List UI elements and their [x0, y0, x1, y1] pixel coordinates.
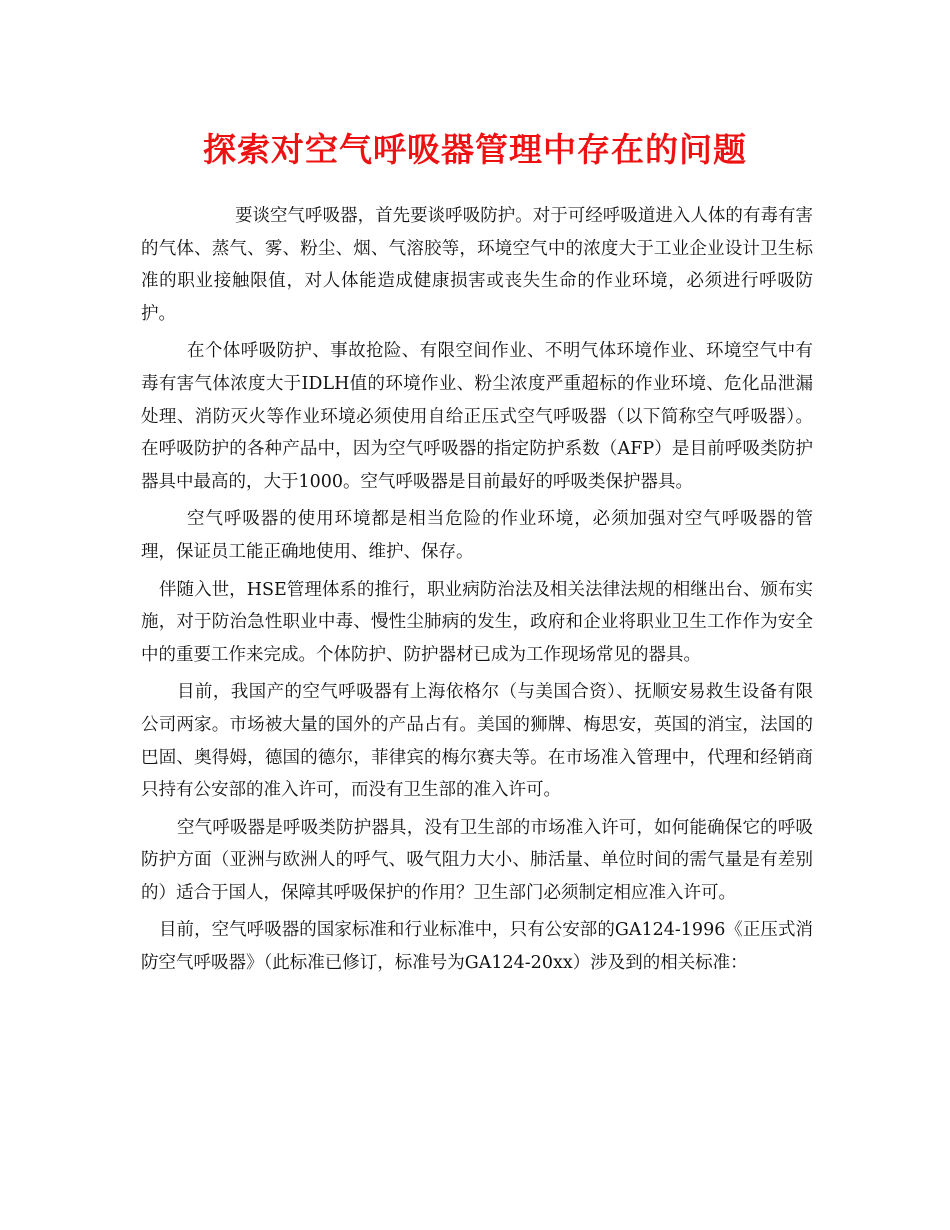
paragraph-6: 空气呼吸器是呼吸类防护器具，没有卫生部的市场准入许可，如何能确保它的呼吸防护方面（亚洲与欧洲人的呼气、吸气阻力大小、肺活量、单位时间的需气量是有差别的）适合于国人，保障其呼吸保护的作用？卫生部门必须制定相应准入许可。 [141, 817, 813, 903]
document-title: 探索对空气呼吸器管理中存在的问题 [203, 130, 747, 169]
document-body [141, 200, 813, 985]
paragraph-5: 目前，我国产的空气呼吸器有上海依格尔（与美国合资）、抚顺安易救生设备有限公司两家。市场被大量的国外的产品占有。美国的狮牌、梅思安，英国的消宝，法国的巴固、奥得姆，德国的德尔，菲律宾的梅尔赛夫等。在市场准入管理中，代理和经销商只持有公安部的准入许可，而没有卫生部的准入许可。 [141, 682, 813, 801]
paragraph-2: 在个体呼吸防护、事故抢险、有限空间作业、不明气体环境作业、环境空气中有毒有害气体浓度大于IDLH值的环境作业、粉尘浓度严重超标的作业环境、危化品泄漏处理、消防灭火等作业环境必须使用自给正压式空气呼吸器（以下简称空气呼吸器）。在呼吸防护的各种产品中，因为空气呼吸器的指定防护系数（AFP）是目前呼吸类防护器具中最高的，大于1000。空气呼吸器是目前最好的呼吸类保护器具。 [141, 341, 813, 492]
paragraph-3: 空气呼吸器的使用环境都是相当危险的作业环境，必须加强对空气呼吸器的管理，保证员工能正确地使用、维护、保存。 [141, 509, 813, 562]
paragraph-4: 伴随入世，HSE管理体系的推行，职业病防治法及相关法律法规的相继出台、颁布实施，对于防治急性职业中毒、慢性尘肺病的发生，政府和企业将职业卫生工作作为安全中的重要工作来完成。个体防护、防护器材已成为工作现场常见的器具。 [141, 579, 813, 665]
paragraph-7: 目前，空气呼吸器的国家标准和行业标准中，只有公安部的GA124-1996《正压式消防空气呼吸器》（此标准已修订，标准号为GA124-20xx）涉及到的相关标准： [141, 920, 813, 974]
paragraph-1: 要谈空气呼吸器，首先要谈呼吸防护。对于可经呼吸道进入人体的有毒有害的气体、蒸气、雾、粉尘、烟、气溶胶等，环境空气中的浓度大于工业企业设计卫生标准的职业接触限值，对人体能造成健康损害或丧失生命的作业环境，必须进行呼吸防护。 [141, 206, 813, 324]
